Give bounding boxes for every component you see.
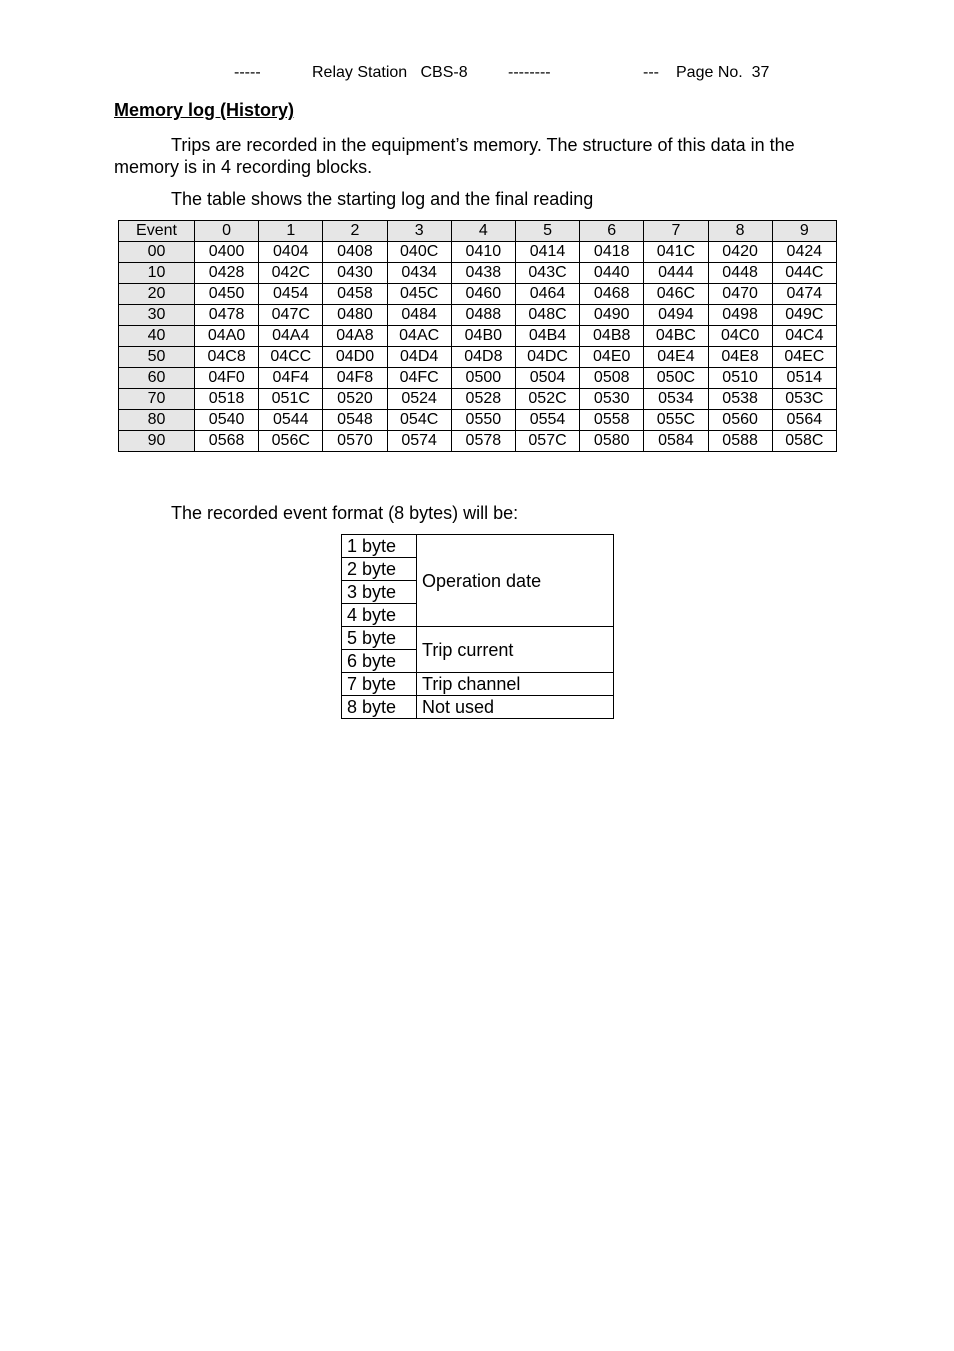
address-cell: 0558	[580, 410, 644, 431]
address-cell: 0500	[451, 368, 515, 389]
address-cell: 050C	[644, 368, 708, 389]
address-cell: 04A0	[195, 326, 259, 347]
table-row	[342, 673, 614, 696]
address-cell: 0508	[580, 368, 644, 389]
address-cell: 04E4	[644, 347, 708, 368]
address-cell: 04F8	[323, 368, 387, 389]
event-format-table	[341, 534, 614, 719]
address-cell: 0580	[580, 431, 644, 452]
address-cell: 0414	[515, 242, 579, 263]
address-cell: 04CC	[259, 347, 323, 368]
page-header	[0, 64, 954, 84]
address-cell: 0570	[323, 431, 387, 452]
address-cell: 0404	[259, 242, 323, 263]
address-cell: 04B8	[580, 326, 644, 347]
address-cell: 0478	[195, 305, 259, 326]
address-cell: 04B0	[451, 326, 515, 347]
address-cell: 0574	[387, 431, 451, 452]
column-header: 7	[644, 221, 708, 242]
address-cell: 0480	[323, 305, 387, 326]
table-row	[119, 263, 837, 284]
address-cell: 053C	[772, 389, 836, 410]
address-cell: 0554	[515, 410, 579, 431]
table-row	[119, 305, 837, 326]
address-cell: 0538	[708, 389, 772, 410]
address-cell: 058C	[772, 431, 836, 452]
byte-label: 2 byte	[342, 558, 417, 581]
table-row	[342, 627, 614, 650]
byte-label: 6 byte	[342, 650, 417, 673]
address-cell: 042C	[259, 263, 323, 284]
address-cell: 0494	[644, 305, 708, 326]
address-cell: 04D8	[451, 347, 515, 368]
address-cell: 046C	[644, 284, 708, 305]
address-cell: 0434	[387, 263, 451, 284]
header-title: Relay Station CBS-8	[312, 64, 468, 81]
address-cell: 045C	[387, 284, 451, 305]
address-cell: 0524	[387, 389, 451, 410]
address-cell: 04C8	[195, 347, 259, 368]
address-cell: 04F0	[195, 368, 259, 389]
address-cell: 052C	[515, 389, 579, 410]
address-cell: 0514	[772, 368, 836, 389]
address-cell: 0548	[323, 410, 387, 431]
table-body	[119, 242, 837, 452]
address-cell: 0540	[195, 410, 259, 431]
event-cell: 20	[119, 284, 195, 305]
address-cell: 04EC	[772, 347, 836, 368]
address-cell: 04A4	[259, 326, 323, 347]
format-intro-paragraph: The recorded event format (8 bytes) will be:	[171, 503, 519, 523]
table-row	[119, 326, 837, 347]
section-title: Memory log (History)	[114, 100, 295, 120]
column-header: 2	[323, 221, 387, 242]
address-cell: 0488	[451, 305, 515, 326]
address-cell: 0584	[644, 431, 708, 452]
byte-label: 8 byte	[342, 696, 417, 719]
event-cell: 10	[119, 263, 195, 284]
event-cell: 50	[119, 347, 195, 368]
address-cell: 0410	[451, 242, 515, 263]
table-row	[119, 284, 837, 305]
address-cell: 0534	[644, 389, 708, 410]
table-row	[119, 368, 837, 389]
header-dashes-right: ---	[643, 64, 659, 81]
address-cell: 04A8	[323, 326, 387, 347]
column-header: 8	[708, 221, 772, 242]
field-not-used: Not used	[417, 696, 614, 719]
address-cell: 048C	[515, 305, 579, 326]
event-cell: 40	[119, 326, 195, 347]
address-cell: 0444	[644, 263, 708, 284]
table-header-row	[119, 221, 837, 242]
memory-address-table	[118, 220, 837, 452]
column-header: 0	[195, 221, 259, 242]
address-cell: 04C0	[708, 326, 772, 347]
byte-label: 1 byte	[342, 535, 417, 558]
address-cell: 04B4	[515, 326, 579, 347]
address-cell: 055C	[644, 410, 708, 431]
address-cell: 0448	[708, 263, 772, 284]
column-header: 1	[259, 221, 323, 242]
address-cell: 040C	[387, 242, 451, 263]
column-header: 6	[580, 221, 644, 242]
address-cell: 0504	[515, 368, 579, 389]
address-cell: 0560	[708, 410, 772, 431]
address-cell: 0464	[515, 284, 579, 305]
field-trip-channel: Trip channel	[417, 673, 614, 696]
address-cell: 0424	[772, 242, 836, 263]
byte-label: 7 byte	[342, 673, 417, 696]
address-cell: 047C	[259, 305, 323, 326]
address-cell: 0468	[580, 284, 644, 305]
header-dashes-middle: --------	[508, 64, 551, 81]
table-intro-paragraph: The table shows the starting log and the final reading	[171, 189, 594, 209]
column-header: 5	[515, 221, 579, 242]
address-cell: 0428	[195, 263, 259, 284]
address-cell: 056C	[259, 431, 323, 452]
address-cell: 0458	[323, 284, 387, 305]
event-cell: 60	[119, 368, 195, 389]
event-cell: 80	[119, 410, 195, 431]
address-cell: 0490	[580, 305, 644, 326]
address-cell: 049C	[772, 305, 836, 326]
address-cell: 0484	[387, 305, 451, 326]
column-header: 3	[387, 221, 451, 242]
table-row	[119, 410, 837, 431]
address-cell: 0498	[708, 305, 772, 326]
table-row	[119, 431, 837, 452]
column-header: 9	[772, 221, 836, 242]
header-page-number: Page No. 37	[676, 64, 770, 81]
byte-label: 4 byte	[342, 604, 417, 627]
address-cell: 057C	[515, 431, 579, 452]
event-cell: 90	[119, 431, 195, 452]
column-header: Event	[119, 221, 195, 242]
address-cell: 04AC	[387, 326, 451, 347]
address-cell: 04FC	[387, 368, 451, 389]
address-cell: 051C	[259, 389, 323, 410]
address-cell: 0510	[708, 368, 772, 389]
address-cell: 0568	[195, 431, 259, 452]
column-header: 4	[451, 221, 515, 242]
address-cell: 0518	[195, 389, 259, 410]
header-dashes-left: -----	[234, 64, 261, 81]
address-cell: 0544	[259, 410, 323, 431]
address-cell: 0430	[323, 263, 387, 284]
address-cell: 04C4	[772, 326, 836, 347]
address-cell: 04D4	[387, 347, 451, 368]
table-row	[342, 535, 614, 558]
byte-label: 3 byte	[342, 581, 417, 604]
address-cell: 0474	[772, 284, 836, 305]
field-operation-date: Operation date	[417, 535, 614, 627]
address-cell: 0400	[195, 242, 259, 263]
address-cell: 0470	[708, 284, 772, 305]
field-trip-current: Trip current	[417, 627, 614, 673]
address-cell: 04BC	[644, 326, 708, 347]
intro-paragraph: Trips are recorded in the equipment’s memory. The structure of this data in the memory is in 4 recording blocks.	[114, 135, 795, 177]
address-cell: 0420	[708, 242, 772, 263]
address-cell: 0588	[708, 431, 772, 452]
address-cell: 0528	[451, 389, 515, 410]
event-cell: 70	[119, 389, 195, 410]
byte-label: 5 byte	[342, 627, 417, 650]
address-cell: 041C	[644, 242, 708, 263]
address-cell: 0520	[323, 389, 387, 410]
event-cell: 00	[119, 242, 195, 263]
event-cell: 30	[119, 305, 195, 326]
address-cell: 0460	[451, 284, 515, 305]
address-cell: 0438	[451, 263, 515, 284]
address-cell: 04DC	[515, 347, 579, 368]
address-cell: 043C	[515, 263, 579, 284]
address-cell: 044C	[772, 263, 836, 284]
address-cell: 04D0	[323, 347, 387, 368]
address-cell: 04F4	[259, 368, 323, 389]
address-cell: 0578	[451, 431, 515, 452]
address-cell: 0408	[323, 242, 387, 263]
address-cell: 04E8	[708, 347, 772, 368]
address-cell: 04E0	[580, 347, 644, 368]
table-row	[342, 696, 614, 719]
address-cell: 0454	[259, 284, 323, 305]
table-row	[119, 347, 837, 368]
address-cell: 0450	[195, 284, 259, 305]
address-cell: 0530	[580, 389, 644, 410]
table-row	[119, 242, 837, 263]
table-row	[119, 389, 837, 410]
address-cell: 054C	[387, 410, 451, 431]
address-cell: 0550	[451, 410, 515, 431]
address-cell: 0564	[772, 410, 836, 431]
address-cell: 0418	[580, 242, 644, 263]
address-cell: 0440	[580, 263, 644, 284]
